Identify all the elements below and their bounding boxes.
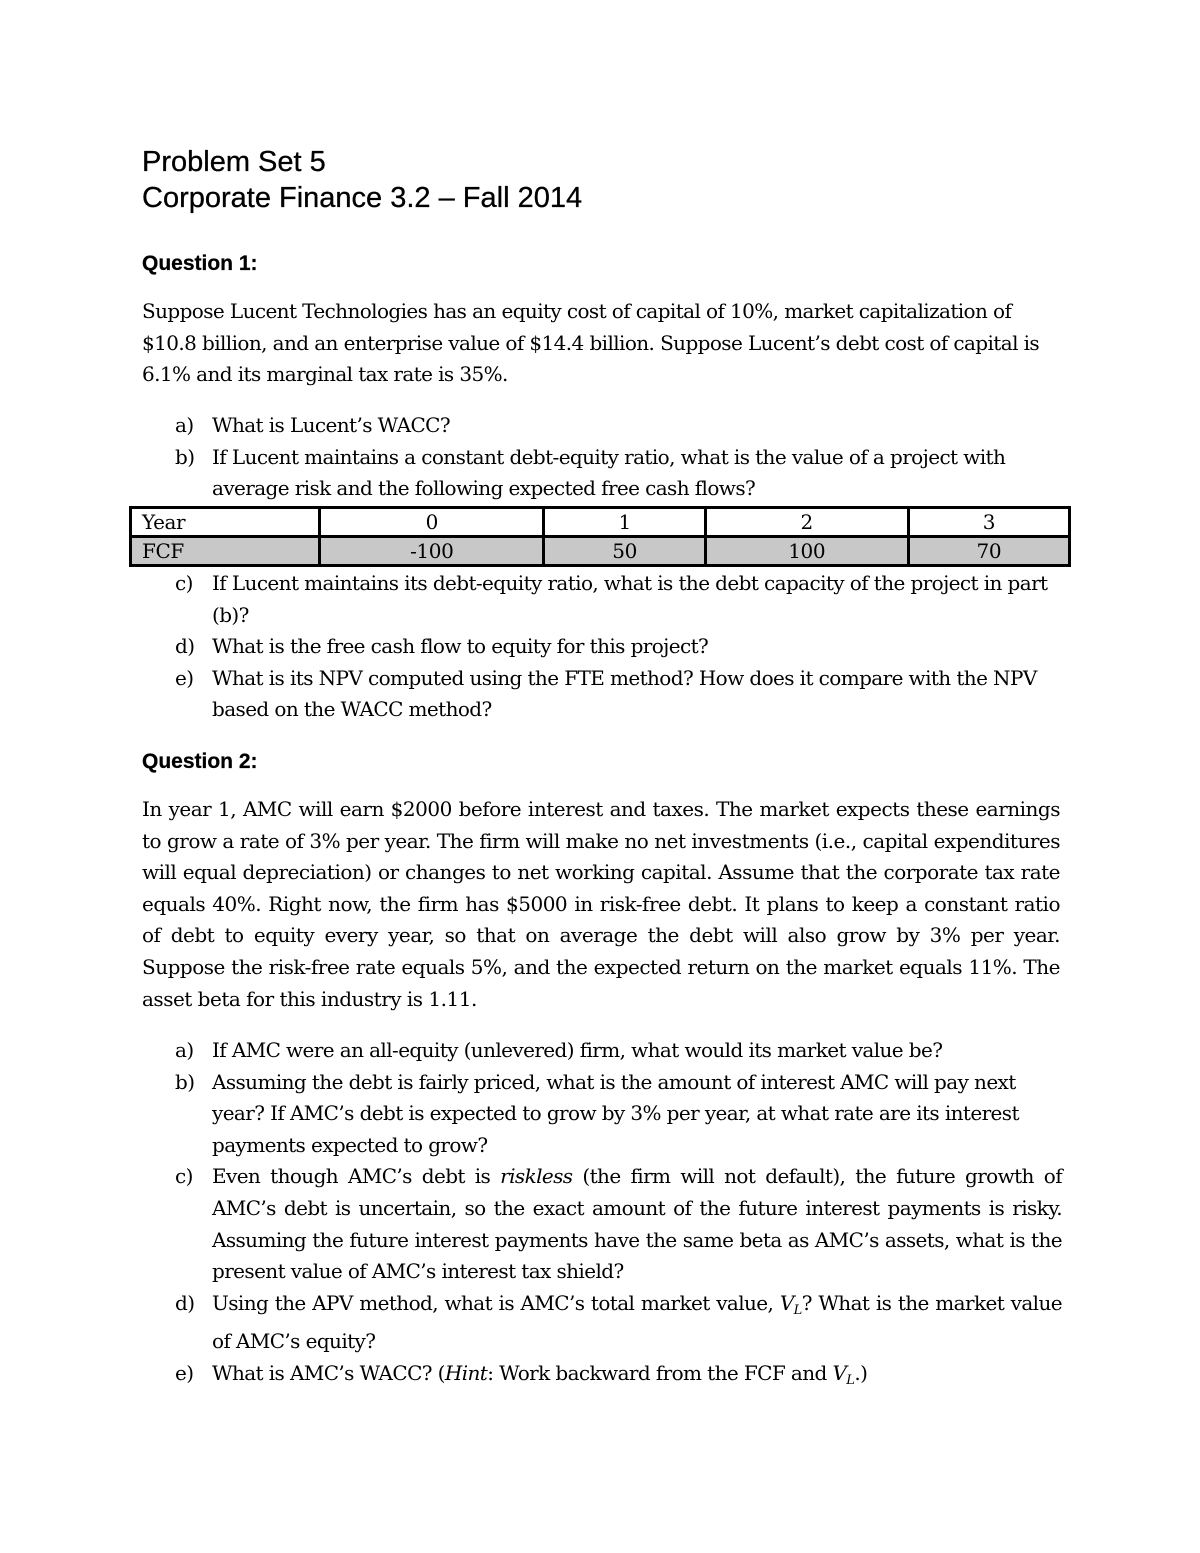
question-2-part-d-text-end: ? What is the market value of AMC’s equity?: [212, 1290, 1062, 1354]
question-2-part-b: [142, 1067, 1062, 1162]
question-1-part-e-text: What is its NPV computed using the FTE method? How does it compare with the NPV based on the WACC method?: [212, 665, 1037, 722]
question-2-part-c: [142, 1161, 1062, 1287]
question-1-part-a-text: What is Lucent’s WACC?: [212, 413, 451, 437]
variable-symbol: V: [832, 1360, 847, 1385]
question-1-part-e: [142, 663, 1062, 726]
question-2-intro: In year 1, AMC will earn $2000 before interest and taxes. The market expects these earnings to grow a rate of 3% per year. The firm will make no net investments (i.e., capital expenditures will equal depreciation) or changes to net working capital. Assume that the corporate tax rate equals 40%. Right now, the firm has $5000 in risk-free debt. It plans to keep a constant ratio of debt to equity every year, so that on average the debt will also grow by 3% per year. Suppose the risk-free rate equals 5%, and the expected return on the market equals 11%. The asset beta for this industry is 1.11.: [142, 797, 1060, 1011]
question-1-part-d: [142, 631, 1062, 663]
table-cell: 70: [908, 537, 1069, 566]
list-marker: d): [175, 634, 195, 659]
question-2-part-e-text-end: .): [854, 1360, 868, 1385]
question-2-part-e-text-middle: : Work backward from the FCF and: [487, 1360, 833, 1385]
question-2-part-e-text-start: What is AMC’s WACC? (: [212, 1360, 445, 1385]
question-1-part-a: [142, 410, 1062, 442]
question-1-part-c-text: If Lucent maintains its debt-equity ratio, what is the debt capacity of the project in part (b)?: [212, 571, 1048, 627]
cash-flow-table: [129, 506, 1071, 567]
question-2-part-d: [142, 1288, 1062, 1358]
question-2-part-c-text-end: (the firm will not default), the future growth of AMC’s debt is uncertain, so the exact amount of the future interest payments is risky. Assuming the future interest payments have the same beta as AMC’s assets, what is the present value of AMC’s interest tax shield?: [212, 1164, 1063, 1284]
table-cell-label: FCF: [131, 537, 320, 566]
question-2-part-c-emphasis: riskless: [500, 1164, 573, 1189]
question-1-intro: Suppose Lucent Technologies has an equity cost of capital of 10%, market capitalization of $10.8 billion, and an enterprise value of $14.4 billion. Suppose Lucent’s debt cost of capital is 6.1% and its marginal tax rate is 35%.: [142, 299, 1040, 387]
question-2-part-a: [142, 1035, 1062, 1067]
table-cell: 3: [908, 508, 1069, 537]
question-2-part-c-text-start: Even though AMC’s debt is: [212, 1164, 501, 1189]
question-2-part-d-text-start: Using the APV method, what is AMC’s total market value,: [212, 1290, 780, 1315]
list-marker: e): [175, 665, 194, 690]
table-row-fcf: [131, 537, 1070, 566]
question-2-heading: Question 2:: [142, 750, 258, 773]
question-1-parts-list-continued: [142, 568, 1062, 726]
list-marker: d): [175, 1290, 195, 1315]
table-cell: 100: [705, 537, 908, 566]
variable-subscript: L: [846, 1372, 855, 1388]
question-2-part-a-text: If AMC were an all-equity (unlevered) firm, what would its market value be?: [212, 1038, 943, 1062]
question-1-parts-list: [142, 410, 1062, 505]
list-marker: b): [175, 1069, 195, 1094]
document-title: Problem Set 5: [142, 146, 326, 178]
question-2-parts-list: [142, 1035, 1062, 1397]
table-cell: 0: [320, 508, 544, 537]
question-1-heading: Question 1:: [142, 252, 258, 275]
variable-symbol: V: [779, 1290, 794, 1315]
hint-label: Hint: [444, 1360, 488, 1385]
variable-subscript: L: [793, 1302, 802, 1318]
question-2-part-e: [142, 1358, 1062, 1397]
table-cell: 50: [544, 537, 705, 566]
question-1-part-d-text: What is the free cash flow to equity for this project?: [212, 634, 709, 659]
list-marker: c): [175, 1164, 193, 1189]
question-1-part-b: [142, 442, 1062, 505]
question-1-part-b-text: If Lucent maintains a constant debt-equity ratio, what is the value of a project with average risk and the following expected free cash flows?: [212, 444, 1006, 501]
question-1-part-c: [142, 568, 1062, 631]
table-cell-label: Year: [131, 508, 320, 537]
table-row-year: [131, 508, 1070, 537]
table-cell: 1: [544, 508, 705, 537]
list-marker: c): [175, 571, 193, 595]
list-marker: e): [175, 1360, 194, 1385]
table-cell: 2: [705, 508, 908, 537]
list-marker: a): [175, 1038, 194, 1062]
question-2-part-b-text: Assuming the debt is fairly priced, what is the amount of interest AMC will pay next year? If AMC’s debt is expected to grow by 3% per year, at what rate are its interest payments expected to grow?: [212, 1069, 1019, 1157]
document-subtitle: Corporate Finance 3.2 – Fall 2014: [142, 182, 583, 214]
table-cell: -100: [320, 537, 544, 566]
list-marker: b): [175, 444, 195, 469]
list-marker: a): [175, 413, 194, 437]
